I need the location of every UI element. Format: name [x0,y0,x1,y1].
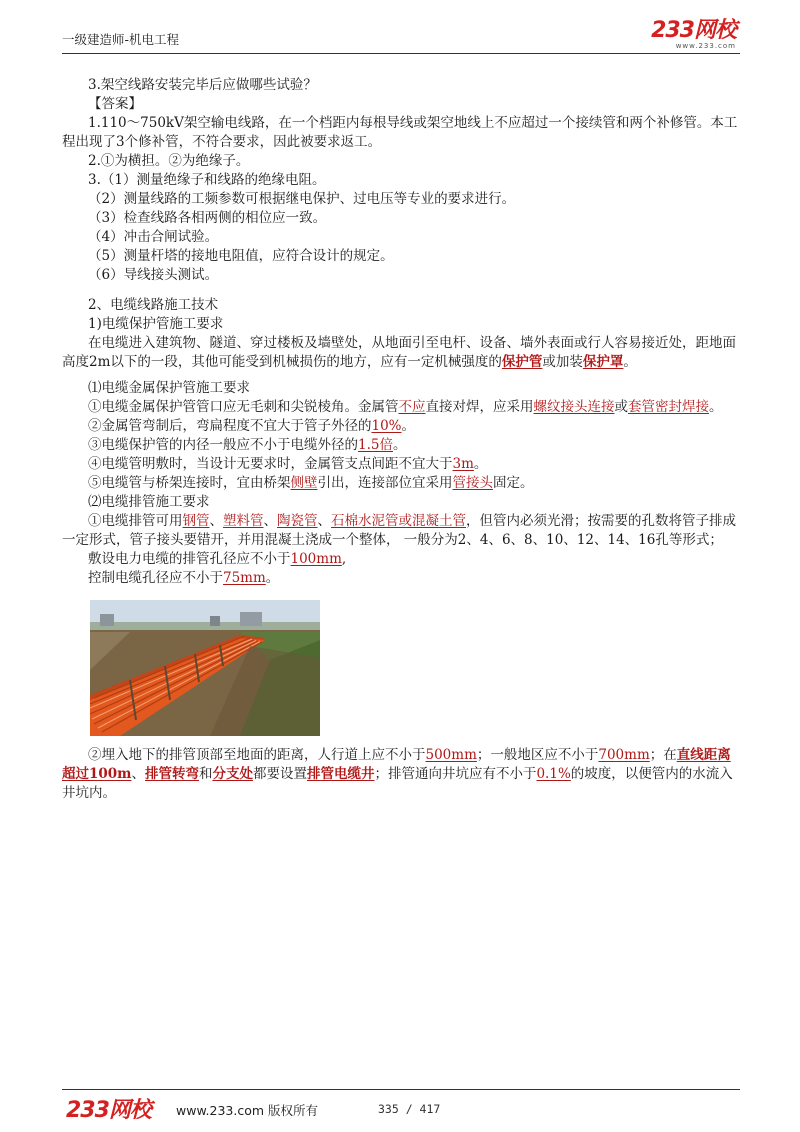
answer-item-3-1: 3.（1）测量绝缘子和线路的绝缘电阻。 [88,172,326,188]
keypoint: 100mm [290,551,342,567]
metal-pipe-item-2 [62,417,738,436]
keypoint: 保护管 [501,354,543,370]
page-number: 335 / 417 [378,1102,441,1116]
text-run: ，但管内必须光滑；按需要的孔数将管子排成一定形式，管子接头要错开，并用混凝土浇成一个整体， 一般分为2、4、6、8、10、12、14、16孔等形式； [62,513,736,548]
subsection-heading: 1)电缆保护管施工要求 [88,316,224,332]
keypoint: 套管密封焊接 [628,399,709,415]
text-run: 。 [623,354,637,370]
text-run: ④电缆管明敷时，当设计无要求时，金属管支点间距不宜大于 [88,456,453,472]
text-run: 控制电缆孔径应不小于 [88,570,223,586]
keypoint: 10% [371,418,402,434]
metal-pipe-item-3 [62,436,738,455]
header-divider [62,53,740,54]
keypoint: 1.5倍 [358,437,393,453]
text-run: 。 [473,456,488,472]
keypoint: 侧壁 [290,475,318,491]
metal-pipe-item-5 [62,474,738,493]
text-run: 。 [265,570,280,586]
text-run: ①电缆金属保护管管口应无毛刺和尖锐棱角。金属管 [88,399,399,415]
text-run: 直接对焊，应采用 [425,399,534,415]
text-run: ⑤电缆管与桥架连接时，宜由桥架 [88,475,291,491]
duct-power-bore [62,550,738,569]
text-run: ①电缆排管可用 [88,513,183,529]
keypoint: 保护罩 [582,354,624,370]
question-3: 3.架空线路安装完毕后应做哪些试验？ [88,77,317,93]
protection-paragraph [62,334,738,372]
metal-pipe-item-1 [62,398,738,417]
answer-item-3-2: （2）测量线路的工频参数可根据继电保护、过电压等专业的要求进行。 [88,191,516,207]
keypoint: 分支处 [212,766,253,782]
text-run: , [341,551,347,567]
text-run: 、 [263,513,277,529]
text-run: 固定。 [493,475,534,491]
answer-item-3-3: （3）检查线路各相两侧的相位应一致。 [88,210,327,226]
brand-logo-url: www.233.com [675,42,736,50]
text-run: 。 [392,437,407,453]
text-run: 。 [401,418,416,434]
buried-duct-paragraph [62,746,738,803]
answer-item-3-6: （6）导线接头测试。 [88,267,219,283]
keypoint: 钢管 [182,513,210,529]
answer-item-1: 1.110～750kV架空输电线路，在一个档距内每根导线或架空地线上不应超过一个接续管和两个补修管。本工程出现了3个修补管，不符合要求，因此被要求返工。 [62,115,738,150]
text-run: 、 [131,766,145,782]
duct-heading: ⑵电缆排管施工要求 [88,494,210,510]
keypoint: 管接头 [452,475,493,491]
document-title: 一级建造师-机电工程 [62,32,180,47]
text-run: 都要设置 [252,766,307,782]
answer-item-2: 2.①为横担。②为绝缘子。 [88,153,250,169]
keypoint: 塑料管 [223,513,264,529]
text-run: ②金属管弯制后，弯扁程度不宜大于管子外径的 [88,418,372,434]
keypoint: 螺纹接头连接 [533,399,615,415]
metal-pipe-heading: ⑴电缆金属保护管施工要求 [88,380,250,396]
text-run: ；排管通向井坑应有不小于 [374,766,537,782]
footer-divider [62,1089,740,1090]
keypoint: 排管转弯 [144,766,199,782]
answer-item-3-5: （5）测量杆塔的接地电阻值，应符合设计的规定。 [88,248,394,264]
text-run: ③电缆保护管的内径一般应不小于电缆外径的 [88,437,358,453]
text-run: 在电缆进入建筑物、隧道、穿过楼板及墙壁处，从地面引至电杆、设备、墙外表面或行人容易接近处，距地面高度2m以下的一段，其他可能受到机械损伤的地方，应有一定机械强度的 [62,335,736,370]
text-run: 或加装 [542,354,583,370]
brand-logo-text: 233网校 [651,18,736,43]
cable-duct-photo [90,600,320,736]
text-run: 引出，连接部位宜采用 [317,475,453,491]
text-run: ②埋入地下的排管顶部至地面的距离，人行道上应不小于 [88,747,426,763]
page-content [62,76,738,803]
keypoint: 排管电缆井 [306,766,375,782]
text-run: 或 [614,399,628,415]
keypoint: 陶瓷管 [277,513,318,529]
text-run: 、 [209,513,223,529]
brand-logo[interactable] [651,20,736,50]
keypoint: 不应 [398,399,426,415]
footer-copyright[interactable]: www.233.com 版权所有 [176,1103,318,1118]
keypoint: 直线距离超过100m [62,747,731,782]
keypoint: 75mm [223,570,266,586]
keypoint: 0.1% [536,766,571,782]
footer-logo[interactable]: 233网校 [66,1098,151,1123]
text-run: 敷设电力电缆的排管孔径应不小于 [88,551,291,567]
text-run: ；在 [649,747,677,763]
keypoint: 3m [452,456,474,472]
duct-control-bore [62,569,738,588]
answer-item-3-4: （4）冲击合闸试验。 [88,229,219,245]
text-run: ；一般地区应不小于 [476,747,599,763]
text-run: 的坡度，以便管内的水流入井坑内。 [62,766,733,801]
answer-label: 【答案】 [88,96,142,112]
keypoint: 700mm [598,747,650,763]
keypoint: 石棉水泥管或混凝土管 [331,513,466,529]
cable-duct-illustration [90,600,320,736]
duct-item-1 [62,512,738,550]
text-run: 、 [317,513,331,529]
text-run: 和 [198,766,213,782]
text-run: 。 [709,399,723,415]
keypoint: 500mm [425,747,477,763]
metal-pipe-item-4 [62,455,738,474]
section-heading: 2、电缆线路施工技术 [88,297,219,313]
